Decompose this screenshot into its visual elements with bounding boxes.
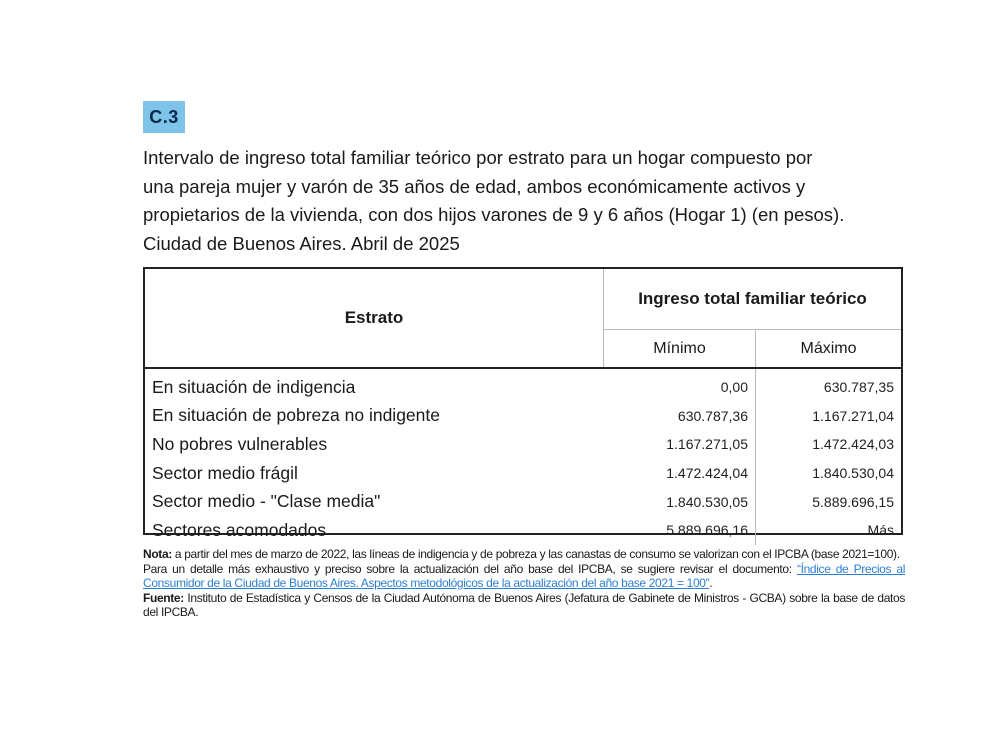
detalle-end: . — [709, 576, 713, 590]
header-estrato: Estrato — [145, 269, 604, 368]
row-minimo: 630.787,36 — [604, 402, 756, 431]
header-ingreso: Ingreso total familiar teórico — [604, 269, 902, 330]
row-maximo: 1.472.424,03 — [812, 436, 894, 453]
header-maximo: Máximo — [756, 330, 902, 369]
row-minimo: 1.840.530,05 — [604, 487, 756, 516]
title-line: propietarios de la vivienda, con dos hijos varones de 9 y 6 años (Hogar 1) (en pesos). — [143, 204, 845, 225]
row-maximo: 1.840.530,04 — [812, 465, 894, 482]
title-line: Ciudad de Buenos Aires. Abril de 2025 — [143, 232, 460, 254]
row-label: Sectores acomodados — [152, 519, 327, 540]
table-row — [145, 487, 901, 516]
nota-paragraph — [143, 547, 905, 562]
table-title — [143, 144, 903, 258]
nota-text: a partir del mes de marzo de 2022, las líneas de indigencia y de pobreza y las canastas de consumo se valorizan con el IPCBA (base 2021=100). — [174, 547, 900, 561]
row-minimo: 1.472.424,04 — [604, 459, 756, 488]
row-minimo: 1.167.271,05 — [604, 430, 756, 459]
row-label: En situación de indigencia — [152, 376, 356, 397]
ipcba-document-link[interactable]: “Índice de Precios al Consumidor de la Ciudad de Buenos Aires. Aspectos metodológicos de la actualización del año base 2021 = 100” — [143, 561, 906, 590]
table-row — [145, 459, 901, 488]
row-label: En situación de pobreza no indigente — [152, 405, 440, 426]
nota-label: Nota: — [143, 547, 172, 561]
table-notes — [143, 547, 905, 620]
table-number-badge: C.3 — [143, 101, 185, 133]
row-maximo: 1.167.271,04 — [812, 407, 894, 424]
title-line: Intervalo de ingreso total familiar teórico por estrato para un hogar compuesto por — [143, 147, 813, 168]
fuente-paragraph — [143, 591, 905, 620]
table-row — [145, 516, 901, 545]
row-label: No pobres vulnerables — [152, 433, 328, 454]
table-row — [145, 430, 901, 459]
table-row — [145, 402, 901, 431]
detalle-paragraph — [143, 562, 905, 591]
fuente-text: Instituto de Estadística y Censos de la Ciudad Autónoma de Buenos Aires (Jefatura de Gabinete de Ministros - GCBA) sobre la base de datos del IPCBA. — [143, 590, 905, 619]
row-maximo: 630.787,35 — [823, 379, 894, 396]
row-maximo: 5.889.696,15 — [812, 493, 894, 510]
row-minimo: 5.889.696,16 — [604, 516, 756, 545]
detalle-text: Para un detalle más exhaustivo y preciso sobre la actualización del año base del IPCBA, se sugiere revisar el documento: — [143, 561, 792, 576]
title-line: una pareja mujer y varón de 35 años de edad, ambos económicamente activos y — [143, 175, 806, 197]
row-minimo: 0,00 — [604, 368, 756, 402]
row-label: Sector medio frágil — [152, 462, 298, 483]
row-maximo: Más — [867, 522, 894, 539]
income-table — [143, 267, 903, 540]
fuente-label: Fuente: — [143, 590, 184, 605]
header-minimo: Mínimo — [604, 330, 756, 369]
table-row — [145, 368, 901, 402]
row-label: Sector medio - "Clase media" — [152, 491, 381, 512]
